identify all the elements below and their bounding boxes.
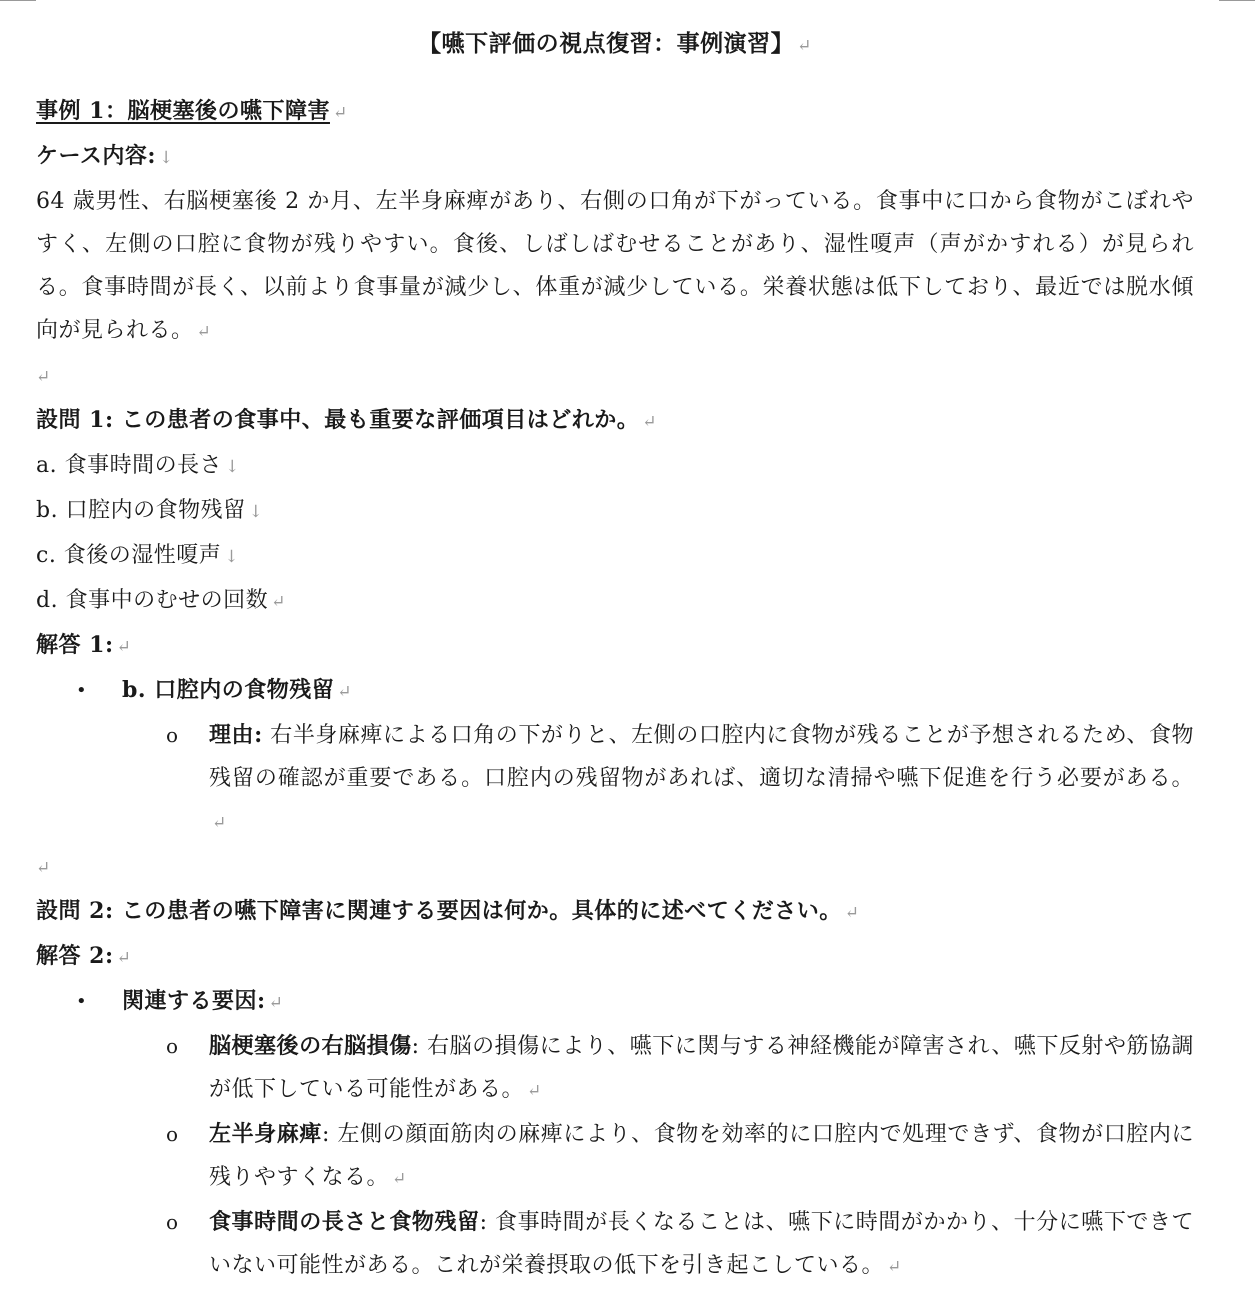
case-content-text: 64 歳男性、右脳梗塞後 2 か月、左半身麻痺があり、右側の口角が下がっている。食事中に口から食物がこぼれやすく、左側の口腔に食物が残りやすい。食後、しばしばむせることがあり、湿性嗄声（声がかすれる）が見られる。食事時間が長く、以前より食事量が減少し、体重が減少している。栄養状態は低下しており、最近では脱水傾向が見られる。 <box>36 189 1194 343</box>
factor-label: 左半身麻痺 <box>209 1121 322 1147</box>
paragraph-mark: ↵ <box>116 948 132 968</box>
answer-1-item <box>36 669 1194 714</box>
option-d-text: d. 食事中のむせの回数 <box>36 588 269 613</box>
sub-bullet-icon: o <box>166 1122 179 1146</box>
factor-item <box>36 1025 1194 1113</box>
case-heading <box>36 90 1194 135</box>
paragraph-mark: ↵ <box>196 322 212 342</box>
factor-item <box>36 1113 1194 1201</box>
option-b <box>36 489 1194 534</box>
document-page <box>36 22 1194 1289</box>
factor-text: : 食事時間が長くなることは、嚥下に時間がかかり、十分に嚥下できていない可能性がある。これが栄養摂取の低下を引き起こしている。 <box>209 1210 1194 1278</box>
answer-1-reason <box>36 714 1194 845</box>
empty-paragraph <box>36 845 1194 890</box>
paragraph-mark: ↵ <box>887 1257 902 1277</box>
answer-1-label <box>36 624 1194 669</box>
linebreak-mark: ↓ <box>225 457 240 477</box>
question-1 <box>36 399 1194 444</box>
question-2 <box>36 890 1194 935</box>
paragraph-mark: ↵ <box>642 412 657 432</box>
paragraph-mark: ↵ <box>36 367 51 387</box>
paragraph-mark: ↵ <box>212 813 227 833</box>
answer-2-label-text: 解答 2: <box>36 943 114 969</box>
paragraph-mark: ↵ <box>392 1169 407 1189</box>
factors-label: 関連する要因: <box>122 988 266 1014</box>
option-c-text: c. 食後の湿性嗄声 <box>36 543 222 568</box>
factor-label: 脳梗塞後の右脳損傷 <box>209 1033 412 1059</box>
case-content-label <box>36 135 1194 180</box>
linebreak-mark: ↓ <box>224 547 240 567</box>
paragraph-mark: ↵ <box>797 36 812 56</box>
paragraph-mark: ↵ <box>527 1081 542 1101</box>
answer-1-label-text: 解答 1: <box>36 632 114 658</box>
factor-label: 食事時間の長さと食物残留 <box>209 1209 480 1235</box>
paragraph-mark: ↵ <box>844 903 860 923</box>
answer-1-text: b. 口腔内の食物残留 <box>122 677 335 703</box>
question-1-text: 設問 1: この患者の食事中、最も重要な評価項目はどれか。 <box>36 407 640 433</box>
case-heading-text: 事例 1：脳梗塞後の嚥下障害 <box>36 98 330 124</box>
sub-bullet-icon: o <box>166 1210 179 1234</box>
case-content-paragraph <box>36 180 1194 354</box>
option-c <box>36 534 1194 579</box>
paragraph-mark: ↵ <box>36 858 51 878</box>
paragraph-mark: ↵ <box>332 103 348 123</box>
bullet-icon: • <box>76 991 88 1012</box>
spacer <box>36 68 1194 90</box>
paragraph-mark: ↵ <box>337 682 352 702</box>
option-d <box>36 579 1194 624</box>
factor-text: : 左側の顔面筋肉の麻痺により、食物を効率的に口腔内で処理できず、食物が口腔内に残りやすくなる。 <box>209 1122 1194 1190</box>
bullet-icon: • <box>76 680 88 701</box>
sub-bullet-icon: o <box>166 723 179 747</box>
linebreak-mark: ↓ <box>159 148 174 168</box>
option-a <box>36 444 1194 489</box>
title-text: 【嚥下評価の視点復習：事例演習】 <box>418 30 795 57</box>
reason-text: 右半身麻痺による口角の下がりと、左側の口腔内に食物が残ることが予想されるため、食物残留の確認が重要である。口腔内の残留物があれば、適切な清掃や嚥下促進を行う必要がある。 <box>209 723 1194 791</box>
linebreak-mark: ↓ <box>248 502 264 522</box>
answer-2-label <box>36 935 1194 980</box>
factor-item <box>36 1201 1194 1289</box>
factors-item <box>36 980 1194 1025</box>
empty-paragraph <box>36 354 1194 399</box>
paragraph-mark: ↵ <box>271 592 286 612</box>
case-content-label-text: ケース内容: <box>36 143 157 169</box>
option-a-text: a. 食事時間の長さ <box>36 453 223 478</box>
question-2-text: 設問 2: この患者の嚥下障害に関連する要因は何か。具体的に述べてください。 <box>36 898 842 924</box>
paragraph-mark: ↵ <box>268 993 284 1013</box>
page-corner-mark-left <box>0 0 36 1</box>
paragraph-mark: ↵ <box>116 637 132 657</box>
option-b-text: b. 口腔内の食物残留 <box>36 498 246 523</box>
page-corner-mark-right <box>1219 0 1255 1</box>
factor-text: : 右脳の損傷により、嚥下に関与する神経機能が障害され、嚥下反射や筋協調が低下している可能性がある。 <box>209 1034 1194 1102</box>
document-title <box>36 22 1194 68</box>
reason-label: 理由: <box>209 722 263 748</box>
sub-bullet-icon: o <box>166 1034 179 1058</box>
